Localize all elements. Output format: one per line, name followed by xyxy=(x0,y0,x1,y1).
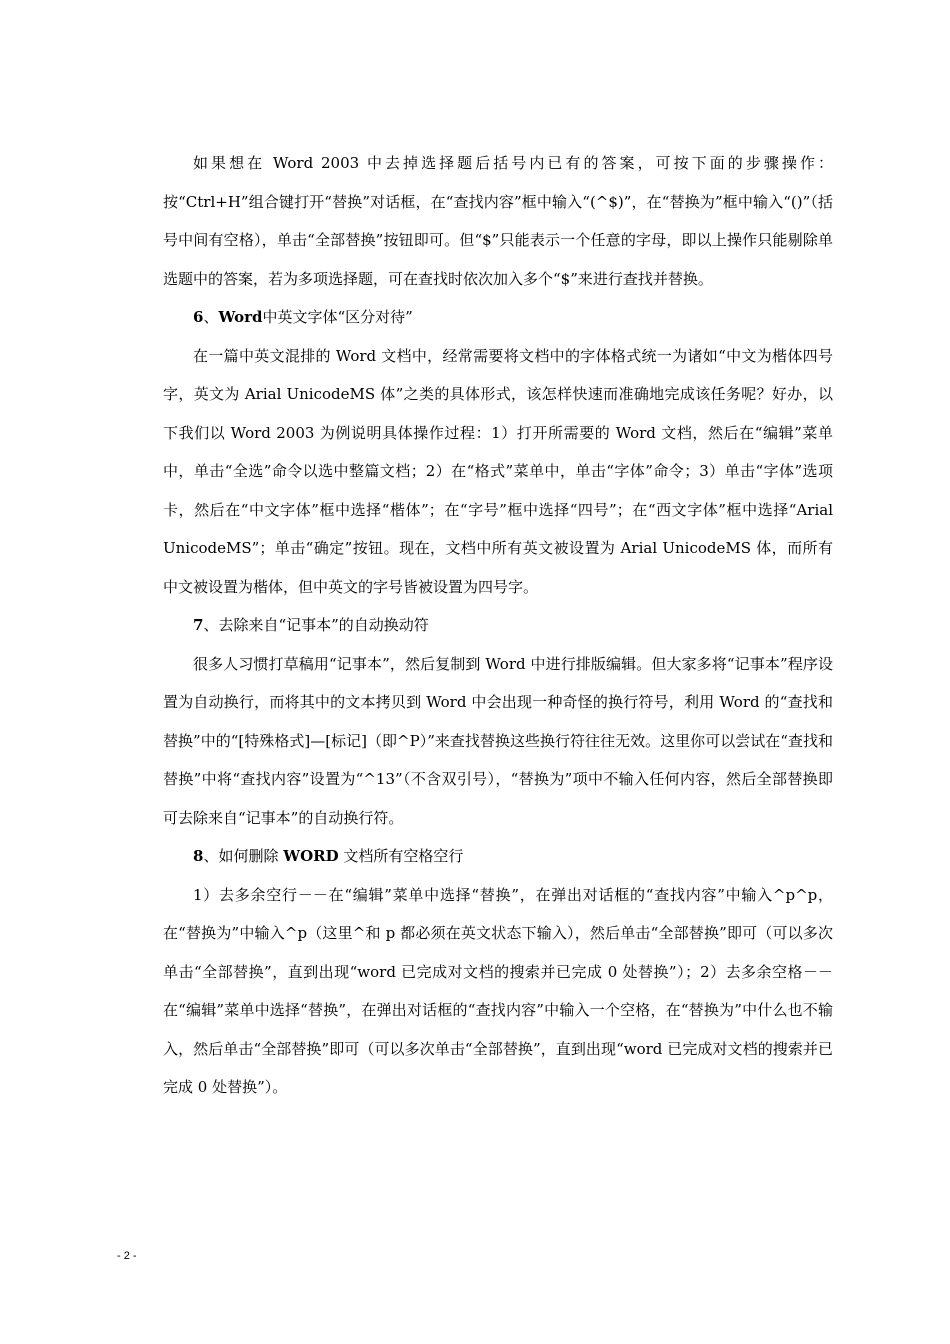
paragraph-word2003-answers: 如果想在 Word 2003 中去掉选择题后括号内已有的答案，可按下面的步骤操作：按“Ctrl+H”组合键打开“替换”对话框，在“查找内容”框中输入“(^$)”，在“替换为”框中输入“()”（括号中间有空格），单击“全部替换”按钮即可。但“$”只能表示一个任意的字母，即以上操作只能剔除单选题中的答案，若为多项选择题，可在查找时依次加入多个“$”来进行查找并替换。 xyxy=(163,154,833,288)
heading-text: 中英文字体“区分对待” xyxy=(262,308,413,326)
heading-separator: 、 xyxy=(203,308,219,326)
paragraph-notepad-linebreaks: 很多人习惯打草稿用“记事本”，然后复制到 Word 中进行排版编辑。但大家多将“记事本”程序设置为自动换行，而将其中的文本拷贝到 Word 中会出现一种奇怪的换行符号，利用 Word 的“查找和替换”中的“[特殊格式]—[标记]（即^P）”来查找替换这些换行符往往无效。这里你可以尝试在“查找和替换”中将“查找内容”设置为“^13”（不含双引号），“替换为”项中不输入任何内容，然后全部替换即可去除来自“记事本”的自动换行符。 xyxy=(163,654,833,827)
document-body xyxy=(163,144,833,1107)
heading-number: 8 xyxy=(193,847,204,865)
heading-text-tail: 文档所有空格空行 xyxy=(338,847,464,865)
heading-number: 6 xyxy=(193,308,204,326)
heading-text: 如何删除 xyxy=(218,847,284,865)
heading-text: 去除来自“记事本”的自动换动符 xyxy=(218,616,429,634)
heading-bold-term: Word xyxy=(218,308,263,326)
paragraph-remove-spaces: 1）去多余空行－－在“编辑”菜单中选择“替换”，在弹出对话框的“查找内容”中输入^p^p，在“替换为”中输入^p（这里^和 p 都必须在英文状态下输入），然后单击“全部替换”即可（可以多次单击“全部替换”，直到出现“word 已完成对文档的搜索并已完成 0 处替换”）；2）去多余空格－－在“编辑”菜单中选择“替换”，在弹出对话框的“查找内容”中输入一个空格，在“替换为”中什么也不输入，然后单击“全部替换”即可（可以多次单击“全部替换”，直到出现“word 已完成对文档的搜索并已完成 0 处替换”）。 xyxy=(163,885,833,1096)
section-heading-6 xyxy=(163,298,833,337)
heading-separator: 、 xyxy=(203,847,219,865)
heading-bold-term: WORD xyxy=(283,847,339,865)
heading-separator: 、 xyxy=(203,616,219,634)
heading-number: 7 xyxy=(193,616,204,634)
page-number: - 2 - xyxy=(117,1250,137,1262)
paragraph-font-settings: 在一篇中英文混排的 Word 文档中，经常需要将文档中的字体格式统一为诸如“中文为楷体四号字，英文为 Arial UnicodeMS 体”之类的具体形式，该怎样快速而准确地完成该任务呢？好办，以下我们以 Word 2003 为例说明具体操作过程：1）打开所需要的 Word 文档，然后在“编辑”菜单中，单击“全选”命令以选中整篇文档；2）在“格式”菜单中，单击“字体”命令；3）单击“字体”选项卡，然后在“中文字体”框中选择“楷体”；在“字号”框中选择“四号”；在“西文字体”框中选择“Arial UnicodeMS”；单击“确定”按钮。现在，文档中所有英文被设置为 Arial UnicodeMS 体，而所有中文被设置为楷体，但中英文的字号皆被设置为四号字。 xyxy=(163,346,833,596)
section-heading-8 xyxy=(163,837,833,876)
section-heading-7 xyxy=(163,606,833,645)
